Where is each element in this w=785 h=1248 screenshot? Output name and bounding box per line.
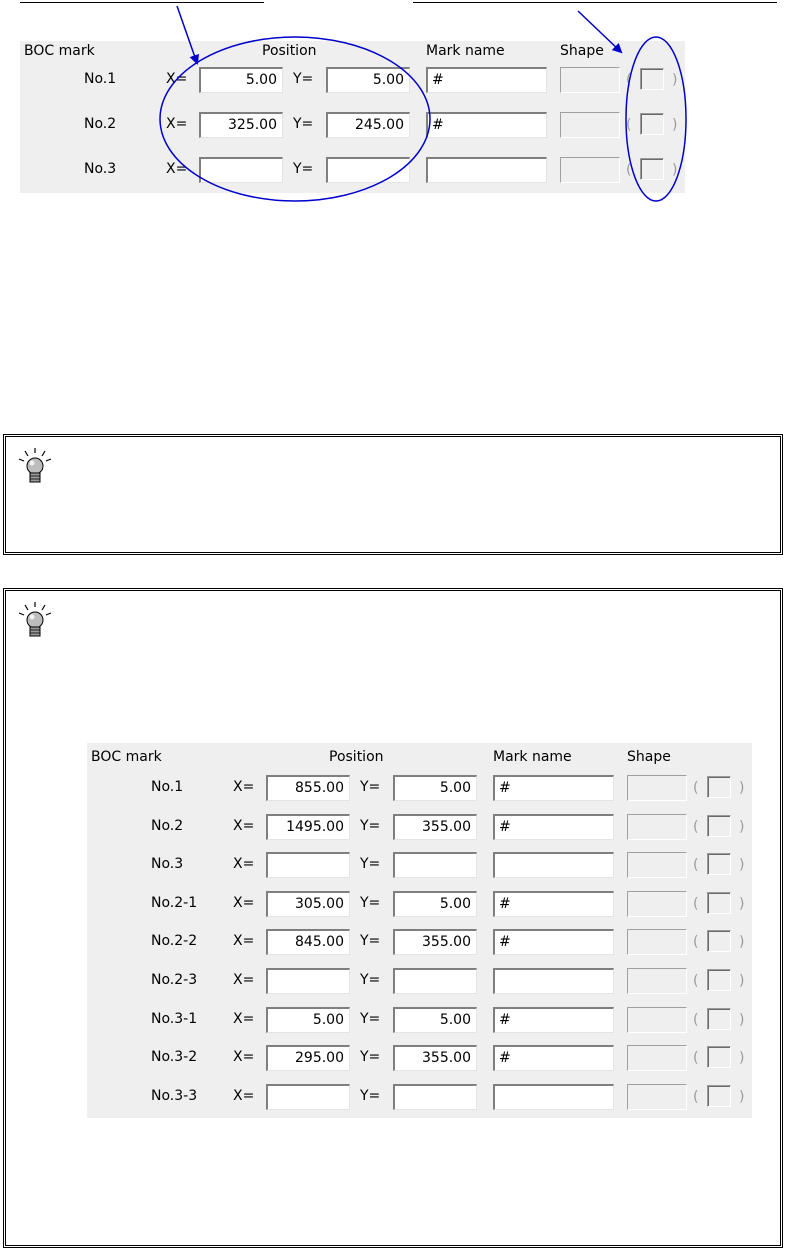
x-label: X= xyxy=(233,1087,255,1104)
shape-checkbox[interactable] xyxy=(707,969,731,991)
y-coordinate-field[interactable]: 5.00 xyxy=(326,67,410,93)
y-label: Y= xyxy=(360,1049,381,1066)
open-paren: ( xyxy=(626,72,632,88)
open-paren: ( xyxy=(693,1088,699,1105)
row-label: No.1 xyxy=(151,779,184,795)
y-coordinate-field[interactable]: 5.00 xyxy=(393,1007,477,1033)
y-label: Y= xyxy=(360,972,381,988)
shape-field xyxy=(627,1045,687,1071)
y-label: Y= xyxy=(293,116,314,132)
shape-header: Shape xyxy=(627,749,671,765)
close-paren: ) xyxy=(739,857,745,874)
boc-mark-header: BOC mark xyxy=(24,43,95,59)
row-label: No.3-1 xyxy=(151,1010,198,1027)
x-label: X= xyxy=(233,779,255,795)
mark-name-field[interactable]: # xyxy=(493,814,614,840)
y-coordinate-field[interactable]: 355.00 xyxy=(393,929,477,955)
boc-mark-panel-bottom xyxy=(87,743,752,1118)
mark-name-field[interactable] xyxy=(493,1084,614,1110)
tip-box-2 xyxy=(3,588,783,1248)
mark-name-field[interactable]: # xyxy=(426,67,547,93)
x-label: X= xyxy=(233,1049,255,1066)
mark-name-field[interactable]: # xyxy=(426,112,547,138)
shape-checkbox[interactable] xyxy=(707,815,731,837)
shape-field xyxy=(627,891,687,917)
mark-name-field[interactable]: # xyxy=(493,775,614,801)
shape-header: Shape xyxy=(560,43,604,59)
shape-field xyxy=(627,852,687,878)
x-label: X= xyxy=(233,1010,255,1027)
shape-checkbox[interactable] xyxy=(707,892,731,914)
lightbulb-icon xyxy=(16,447,54,487)
open-paren: ( xyxy=(626,162,632,178)
row-label: No.2-1 xyxy=(151,894,198,911)
x-label: X= xyxy=(233,933,255,950)
shape-field xyxy=(627,929,687,955)
row-label: No.3 xyxy=(84,161,117,177)
mark-name-field[interactable]: # xyxy=(493,929,614,955)
x-coordinate-field[interactable] xyxy=(266,1084,350,1110)
position-callout-arrow-icon xyxy=(177,6,197,63)
x-label: X= xyxy=(166,71,188,87)
annotation-overlay xyxy=(0,0,785,210)
y-label: Y= xyxy=(360,856,381,873)
shape-field xyxy=(627,775,687,801)
x-coordinate-field[interactable] xyxy=(266,968,350,994)
y-coordinate-field[interactable]: 355.00 xyxy=(393,1045,477,1071)
row-label: No.3 xyxy=(151,856,184,873)
close-paren: ) xyxy=(739,1050,745,1067)
open-paren: ( xyxy=(693,895,699,912)
open-paren: ( xyxy=(693,1050,699,1067)
shape-checkbox[interactable] xyxy=(707,853,731,875)
x-label: X= xyxy=(233,972,255,988)
shape-field xyxy=(627,968,687,994)
y-label: Y= xyxy=(360,1010,381,1027)
y-coordinate-field[interactable]: 245.00 xyxy=(326,112,410,138)
close-paren: ) xyxy=(739,934,745,951)
open-paren: ( xyxy=(693,818,699,835)
open-paren: ( xyxy=(626,117,632,133)
x-label: X= xyxy=(233,894,255,911)
mark-name-field[interactable]: # xyxy=(493,1045,614,1071)
mark-name-header: Mark name xyxy=(426,43,505,59)
close-paren: ) xyxy=(672,117,678,133)
row-label: No.2-3 xyxy=(151,972,198,988)
position-highlight-ellipse xyxy=(160,37,430,201)
shape-checkbox[interactable] xyxy=(707,1008,731,1030)
shape-callout-arrow-icon xyxy=(578,11,621,52)
x-label: X= xyxy=(233,856,255,873)
close-paren: ) xyxy=(739,1088,745,1105)
shape-checkbox[interactable] xyxy=(707,930,731,952)
close-paren: ) xyxy=(739,1011,745,1028)
x-coordinate-field[interactable]: 305.00 xyxy=(266,891,350,917)
y-label: Y= xyxy=(360,933,381,950)
close-paren: ) xyxy=(672,72,678,88)
mark-name-header: Mark name xyxy=(493,749,572,765)
x-coordinate-field[interactable]: 855.00 xyxy=(266,775,350,801)
row-label: No.2 xyxy=(151,817,184,834)
shape-highlight-ellipse xyxy=(626,37,686,201)
mark-name-field[interactable] xyxy=(493,968,614,994)
x-label: X= xyxy=(233,817,255,834)
y-label: Y= xyxy=(360,779,381,795)
close-paren: ) xyxy=(739,780,745,796)
y-coordinate-field[interactable]: 355.00 xyxy=(393,814,477,840)
y-coordinate-field[interactable]: 5.00 xyxy=(393,891,477,917)
y-label: Y= xyxy=(293,161,314,177)
y-coordinate-field[interactable]: 5.00 xyxy=(393,775,477,801)
open-paren: ( xyxy=(693,1011,699,1028)
row-label: No.1 xyxy=(84,71,117,87)
y-label: Y= xyxy=(360,894,381,911)
y-coordinate-field[interactable] xyxy=(393,968,477,994)
y-label: Y= xyxy=(360,1087,381,1104)
y-coordinate-field[interactable] xyxy=(393,1084,477,1110)
row-label: No.3-3 xyxy=(151,1087,198,1104)
close-paren: ) xyxy=(739,818,745,835)
x-coordinate-field[interactable]: 5.00 xyxy=(266,1007,350,1033)
mark-name-field[interactable]: # xyxy=(493,1007,614,1033)
shape-checkbox[interactable] xyxy=(707,1046,731,1068)
lightbulb-icon xyxy=(16,601,54,641)
y-coordinate-field[interactable] xyxy=(393,852,477,878)
open-paren: ( xyxy=(693,973,699,989)
shape-field xyxy=(627,1007,687,1033)
x-coordinate-field[interactable]: 1495.00 xyxy=(266,814,350,840)
open-paren: ( xyxy=(693,857,699,874)
shape-checkbox[interactable] xyxy=(707,1085,731,1107)
x-coordinate-field[interactable]: 295.00 xyxy=(266,1045,350,1071)
x-label: X= xyxy=(166,116,188,132)
shape-checkbox[interactable] xyxy=(707,776,731,798)
shape-field xyxy=(627,1084,687,1110)
row-label: No.2 xyxy=(84,116,117,132)
x-coordinate-field[interactable] xyxy=(266,852,350,878)
close-paren: ) xyxy=(739,895,745,912)
mark-name-field[interactable]: # xyxy=(493,891,614,917)
close-paren: ) xyxy=(739,973,745,989)
mark-name-field[interactable] xyxy=(493,852,614,878)
y-label: Y= xyxy=(360,817,381,834)
position-header: Position xyxy=(262,43,317,59)
x-coordinate-field[interactable]: 5.00 xyxy=(199,67,283,93)
row-label: No.2-2 xyxy=(151,933,198,950)
open-paren: ( xyxy=(693,780,699,796)
close-paren: ) xyxy=(672,162,678,178)
shape-field xyxy=(627,814,687,840)
row-label: No.3-2 xyxy=(151,1049,198,1066)
x-label: X= xyxy=(166,161,188,177)
tip-box-1 xyxy=(3,434,783,555)
x-coordinate-field[interactable]: 325.00 xyxy=(199,112,283,138)
position-header: Position xyxy=(329,749,384,765)
y-label: Y= xyxy=(293,71,314,87)
open-paren: ( xyxy=(693,934,699,951)
x-coordinate-field[interactable]: 845.00 xyxy=(266,929,350,955)
boc-mark-header: BOC mark xyxy=(91,749,162,765)
